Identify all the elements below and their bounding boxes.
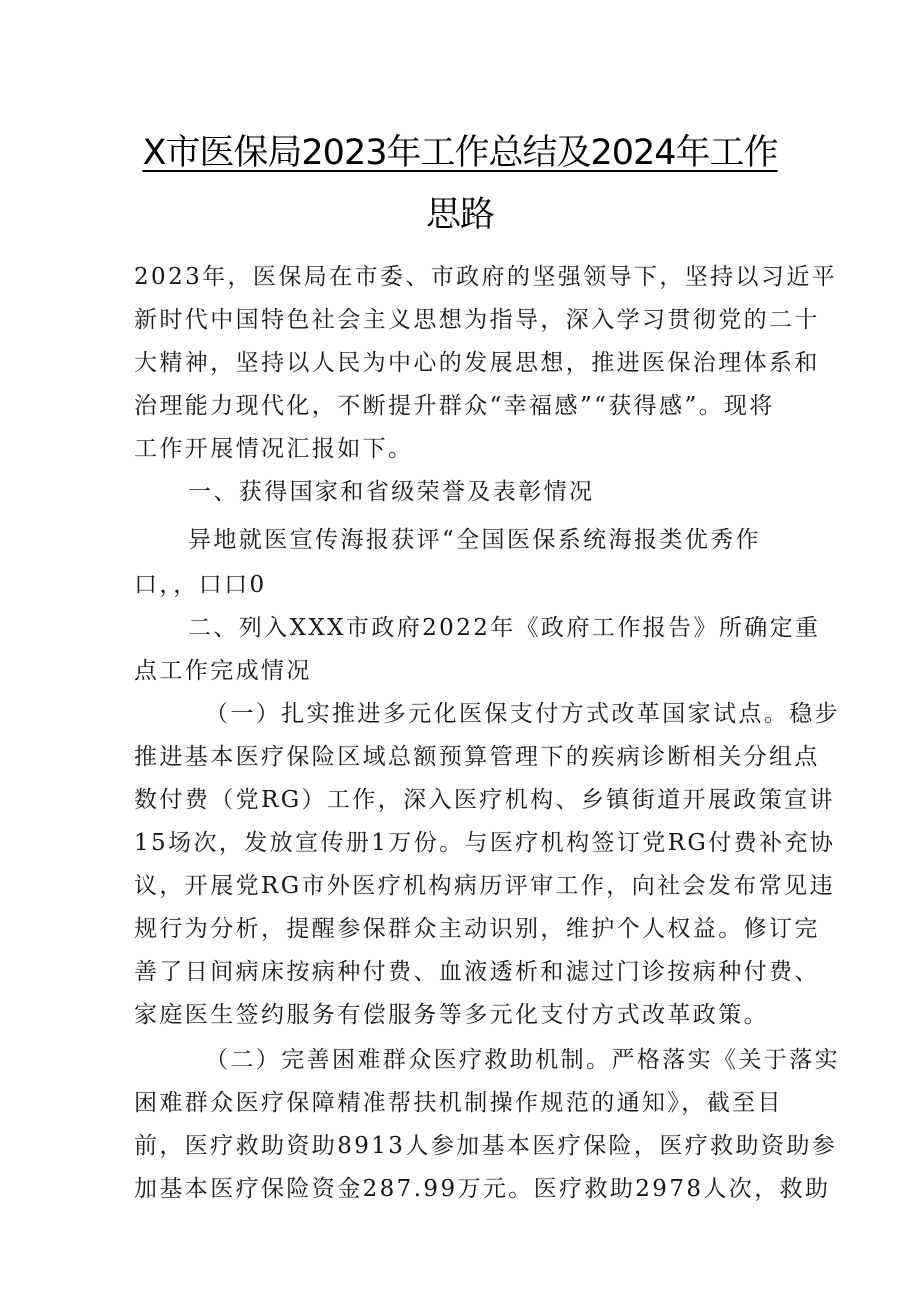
body-line: 困难群众医疗保障精准帮扶机制操作规范的通知》，截至目 [134, 1090, 783, 1116]
body-line: 2023年，医保局在市委、市政府的坚强领导下，坚持以习近平 [134, 264, 838, 290]
body-line: 工作开展情况汇报如下。 [134, 436, 414, 462]
body-line: 家庭医生签约服务有偿服务等多元化支付方式改革政策。 [134, 1002, 769, 1028]
body-line: 15场次，发放宣传册1万份。与医疗机构签订党RG付费补充协 [134, 830, 836, 856]
body-line: 数付费（党RG）工作，深入医疗机构、乡镇街道开展政策宣讲 [134, 787, 835, 813]
title-line-1: X市医保局2023年工作总结及2024年工作 [142, 133, 778, 173]
body-line: 新时代中国特色社会主义思想为指导，深入学习贯彻党的二十 [134, 307, 820, 333]
document-title [120, 122, 800, 246]
body-line: 前，医疗救助资助8913人参加基本医疗保险，医疗救助资助参 [134, 1133, 838, 1159]
title-line-2: 思路 [425, 195, 494, 235]
body-line: 治理能力现代化，不断提升群众“幸福感”“获得感”。现将 [134, 393, 775, 419]
section-heading: 一、获得国家和省级荣誉及表彰情况 [188, 479, 595, 505]
body-line: 异地就医宣传海报获评“全国医保系统海报类优秀作 [188, 527, 761, 553]
section-heading: 点工作完成情况 [134, 658, 312, 684]
body-line: 规行为分析，提醒参保群众主动识别，维护个人权益。修订完 [134, 916, 820, 942]
section-heading: 二、列入XXX市政府2022年《政府工作报告》所确定重 [188, 615, 821, 641]
subsection-line: （二）完善困难群众医疗救助机制。严格落实《关于落实 [205, 1047, 840, 1073]
body-line: 议，开展党RG市外医疗机构病历评审工作，向社会发布常见违 [134, 873, 835, 899]
body-line: 善了日间病床按病种付费、血液透析和滤过门诊按病种付费、 [134, 959, 820, 985]
body-line: 口，，口口0 [134, 572, 267, 598]
body-line: 推进基本医疗保险区域总额预算管理下的疾病诊断相关分组点 [134, 744, 820, 770]
body-line: 大精神，坚持以人民为中心的发展思想，推进医保治理体系和 [134, 350, 820, 376]
subsection-line: （一）扎实推进多元化医保支付方式改革国家试点。稳步 [205, 701, 840, 727]
body-line: 加基本医疗保险资金287.99万元。医疗救助2978人次，救助 [134, 1176, 831, 1202]
